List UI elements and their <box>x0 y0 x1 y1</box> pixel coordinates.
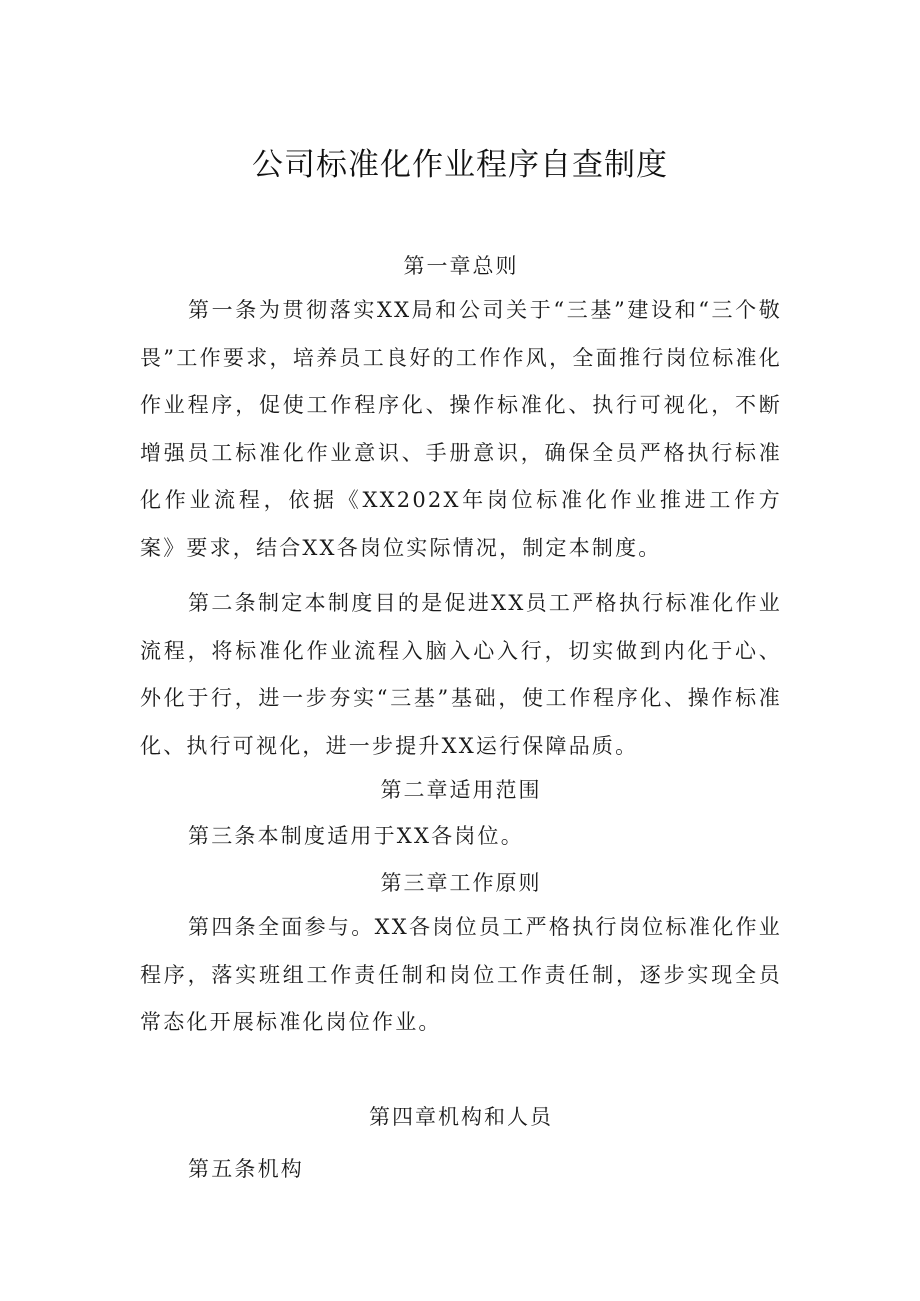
article-paragraph-2: 第二条制定本制度目的是促进XX员工严格执行标准化作业流程，将标准化作业流程入脑入心入行，切实做到内化于心、外化于行，进一步夯实“三基”基础，使工作程序化、操作标准化、执行可视化，进一步提升XX运行保障品质。 <box>140 591 782 758</box>
chapter-heading-3: 第三章工作原则 <box>380 871 542 895</box>
article-paragraph-5: 第五条机构 <box>188 1157 304 1181</box>
document-title: 公司标准化作业程序自查制度 <box>252 147 668 183</box>
article-paragraph-3: 第三条本制度适用于XX各岗位。 <box>188 824 524 848</box>
chapter-heading-2: 第二章适用范围 <box>380 778 542 802</box>
article-paragraph-1: 第一条为贯彻落实XX局和公司关于“三基”建设和“三个敬畏”工作要求，培养员工良好的工作作风，全面推行岗位标准化作业程序，促使工作程序化、操作标准化、执行可视化，不断增强员工标准化作业意识、手册意识，确保全员严格执行标准化作业流程，依据《XX202X年岗位标准化作业推进工作方案》要求，结合XX各岗位实际情况，制定本制度。 <box>140 298 782 560</box>
article-paragraph-4: 第四条全面参与。XX各岗位员工严格执行岗位标准化作业程序，落实班组工作责任制和岗位工作责任制，逐步实现全员常态化开展标准化岗位作业。 <box>140 915 782 1034</box>
chapter-heading-1: 第一章总则 <box>403 254 519 278</box>
chapter-heading-4: 第四章机构和人员 <box>369 1105 553 1129</box>
